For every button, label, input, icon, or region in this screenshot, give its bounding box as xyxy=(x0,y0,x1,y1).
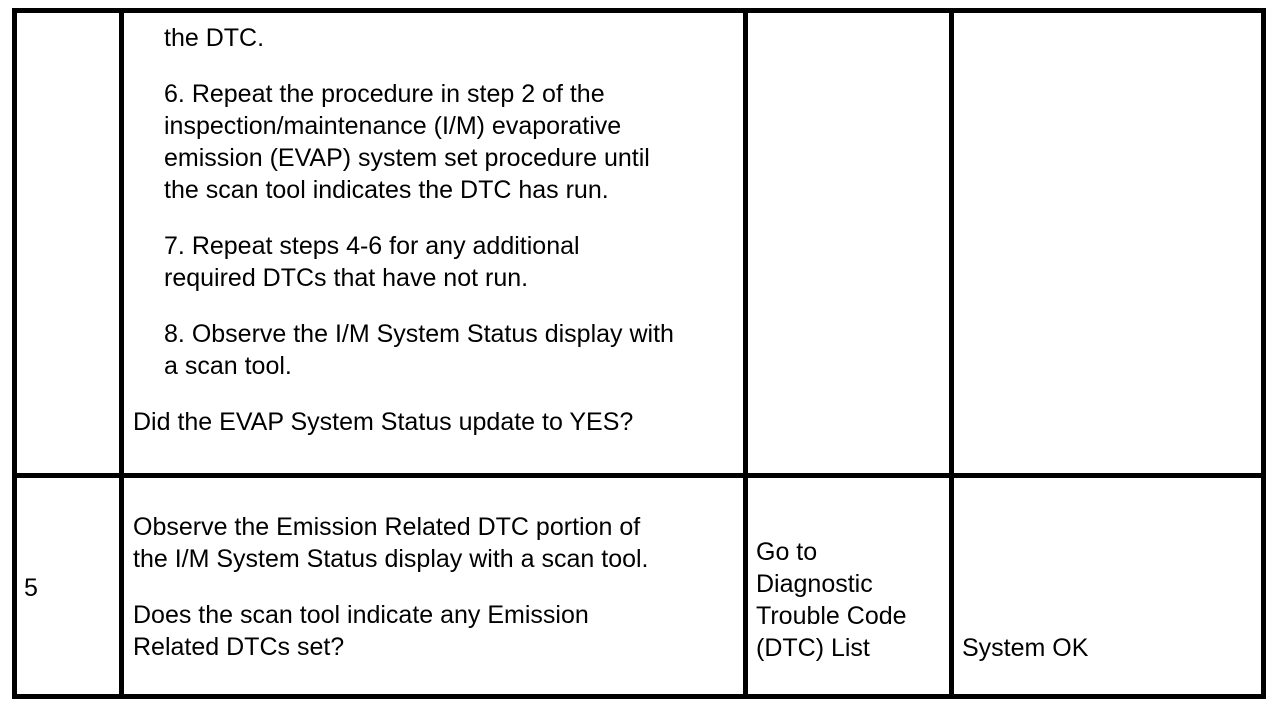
action-question: Does the scan tool indicate any Emission Related DTCs set? xyxy=(133,601,589,661)
table-row-step-5 xyxy=(0,478,1280,696)
no-result: System OK xyxy=(962,634,1089,662)
action-question: Did the EVAP System Status update to YES? xyxy=(133,408,634,436)
substep-7: 7. Repeat steps 4-6 for any additional required DTCs that have not run. xyxy=(164,232,580,292)
substep-6: 6. Repeat the procedure in step 2 of the inspection/maintenance (I/M) evaporative emission (EVAP) system set procedure until the scan tool indicates the DTC has run. xyxy=(164,80,650,204)
action-instruction: Observe the Emission Related DTC portion of the I/M System Status display with a scan tool. xyxy=(133,513,649,573)
no-cell xyxy=(962,632,1257,664)
action-cell xyxy=(133,22,738,438)
yes-link[interactable]: Go to Diagnostic Trouble Code (DTC) List xyxy=(756,538,907,662)
substep-8: 8. Observe the I/M System Status display with a scan tool. xyxy=(164,320,674,380)
step-number-cell xyxy=(24,572,114,604)
action-cell xyxy=(133,511,738,663)
step-number: 5 xyxy=(24,574,38,602)
yes-cell xyxy=(756,536,941,664)
action-fragment: the DTC. xyxy=(164,24,265,52)
